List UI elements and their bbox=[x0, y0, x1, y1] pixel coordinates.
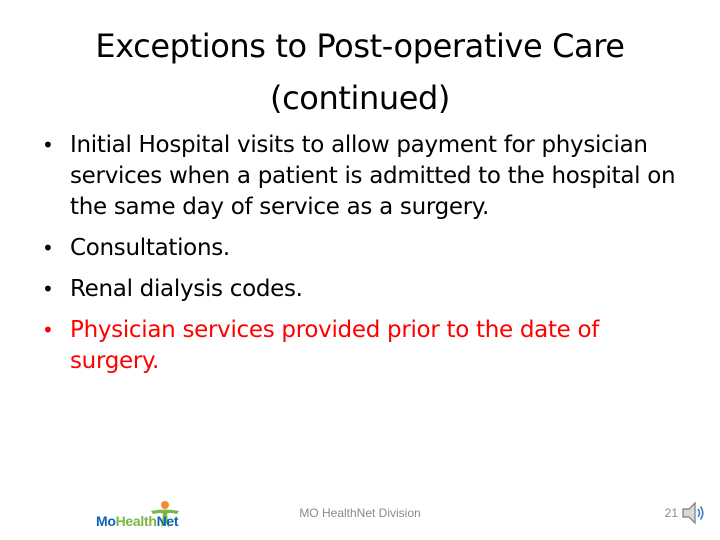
bullet-item-initial-hospital-visits bbox=[40, 130, 680, 223]
logo-text-net: Net bbox=[156, 513, 179, 529]
slide-title bbox=[36, 20, 684, 124]
bullet-icon: • bbox=[42, 318, 54, 342]
bullet-item-consultations bbox=[40, 233, 680, 264]
bullet-text: Renal dialysis codes. bbox=[70, 276, 303, 302]
bullet-list bbox=[40, 130, 680, 387]
bullet-icon: • bbox=[42, 236, 54, 260]
bullet-text: Initial Hospital visits to allow payment for physician services when a patient is admitted to the hospital on the same day of service as a surgery. bbox=[70, 132, 676, 220]
bullet-item-physician-services bbox=[40, 315, 680, 377]
bullet-icon: • bbox=[42, 277, 54, 301]
bullet-item-renal-dialysis bbox=[40, 274, 680, 305]
logo-text-health: Health bbox=[115, 513, 157, 529]
footer-text: MO HealthNet Division bbox=[299, 506, 421, 520]
speaker-icon[interactable] bbox=[680, 500, 708, 526]
page-number: 21 bbox=[664, 506, 678, 520]
mohealthnet-logo bbox=[96, 500, 206, 538]
title-line-1: Exceptions to Post-operative Care bbox=[95, 27, 625, 65]
logo-text-mo: Mo bbox=[96, 513, 116, 529]
title-line-2: (continued) bbox=[269, 79, 451, 117]
bullet-text: Consultations. bbox=[70, 235, 230, 261]
bullet-icon: • bbox=[42, 133, 54, 157]
logo-wordmark bbox=[96, 513, 178, 529]
bullet-text: Physician services provided prior to the date of surgery. bbox=[70, 317, 600, 374]
